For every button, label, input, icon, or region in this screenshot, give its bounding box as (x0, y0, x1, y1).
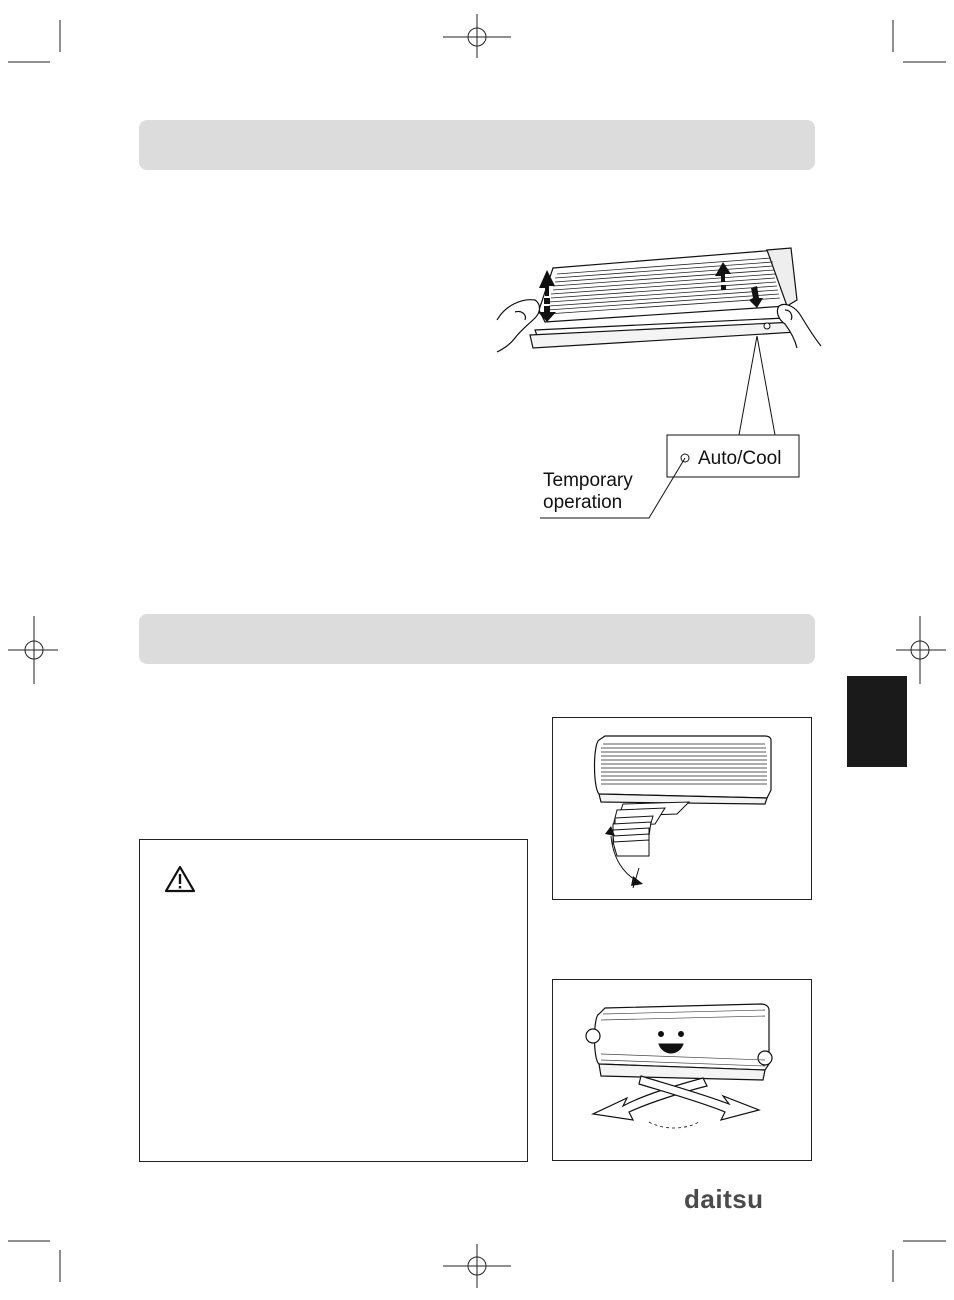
auto-cool-button-label: Auto/Cool (698, 448, 782, 469)
chapter-side-tab (847, 676, 907, 767)
temporary-operation-callout-line2: operation (543, 492, 623, 513)
temporary-operation-callout-line1: Temporary (543, 470, 633, 491)
brand-logo (684, 1186, 780, 1214)
airflow-figure (552, 979, 812, 1161)
section-header-band-middle (139, 614, 815, 664)
warning-box (139, 839, 528, 1162)
registration-mark-icon (443, 1244, 511, 1288)
brand-logo-text: daitsu (684, 1186, 764, 1214)
registration-mark-icon (443, 14, 511, 58)
registration-mark-icon (896, 616, 946, 684)
airflow-illustration (553, 980, 811, 1160)
section-header-band-top (139, 120, 815, 170)
louver-swing-figure (552, 717, 812, 900)
louver-swing-illustration (553, 718, 811, 899)
warning-triangle-icon (164, 865, 196, 893)
registration-mark-icon (8, 616, 58, 684)
